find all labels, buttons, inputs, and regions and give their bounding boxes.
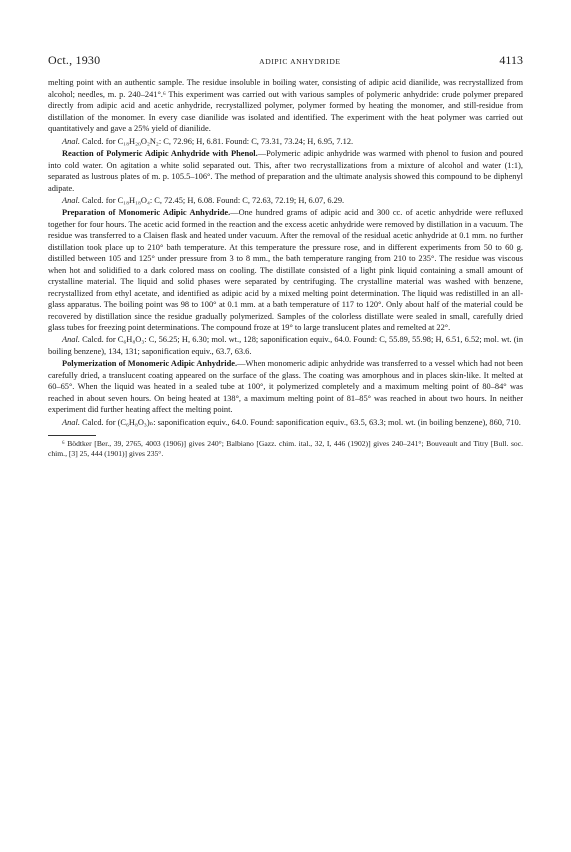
running-head (48, 55, 523, 67)
analysis-text: Calcd. for C₁₈H₁₈O₄: C, 72.45; H, 6.08. Found: C, 72.63, 72.19; H, 6.07, 6.29. (82, 195, 345, 205)
running-head-date: Oct., 1930 (48, 53, 101, 67)
section-heading-monomer-preparation: Preparation of Monomeric Adipic Anhydride. (62, 208, 231, 218)
paragraph-phenol-reaction (48, 148, 523, 194)
analysis-label: Anal. (62, 136, 80, 146)
analysis-label: Anal. (62, 195, 80, 205)
analysis-label: Anal. (62, 417, 80, 427)
article-body (48, 77, 523, 459)
analysis-label: Anal. (62, 335, 80, 345)
analysis-text: Calcd. for C₁₈H₂₀O₂N₂: C, 72.96; H, 6.81. Found: C, 73.31, 73.24; H, 6.95, 7.12. (82, 136, 354, 146)
running-head-title: ADIPIC ANHYDRIDE (259, 57, 341, 66)
paragraph-monomer-preparation (48, 207, 523, 333)
analysis-dianilide (48, 136, 523, 147)
paragraph-dianilide: melting point with an authentic sample. The residue insoluble in boiling water, consisting of adipic acid dianilide, was recrystallized from alcohol; needles, m. p. 240–241°.⁶ This experiment was carried out with various samples of polymeric anhydride: crude polymer prepared directly from adipic acid and acetic anhydride, recrystallized polymer, polymer formed by heating the monomer, and still-residue from distillation of the monomer. In every case dianilide was isolated and identified. The experiment with the heat polymer was carried out quantitatively and gave a 25% yield of dianilide. (48, 78, 523, 134)
analysis-text: Calcd. for (C₆H₈O₃)ₙ: saponification equiv., 64.0. Found: saponification equiv., 63.5, 63.3; mol. wt. (in boiling benzene), 860, 710. (82, 417, 521, 427)
paragraph-polymerization-text: —When monomeric adipic anhydride was transferred to a vessel which had not been carefully dried, a translucent coating appeared on the surface of the glass. The coating was amorphous and in places skin-like. It melted at 60–65°. When the liquid was heated in a sealed tube at 100°, it polymerized completely and a maximum melting point of 80–84° was reached in about seven hours. On being heated at 138°, a maximum melting point of 81–85° was reached in about two hours. In neither experiment did further heating affect the melting point. (48, 359, 523, 415)
paragraph-monomer-preparation-text: —One hundred grams of adipic acid and 300 cc. of acetic anhydride were refluxed together for four hours. The acetic acid formed in the reaction and the excess acetic anhydride were removed by distillation in a vacuum. The residue was transferred to a Claisen flask and heated under vacuum. After the removal of the residual acetic anhydride at 0.1 mm. no further distillation took place up to 210° bath temperature. At this temperature the pressure rose, and in different experiments from 50 to 60 g. distilled between 105 and 125° under pressure from 3 to 8 mm., the bath temperature ranging from 210 to 235°. The residue was viscous when hot and solidified to a dark colored mass on cooling. The distillate consisted of a light pink liquid containing a small amount of crystalline material. The liquid and solid phases were separated by centrifuging. The crystalline material was washed with benzene, recrystallized from ethyl acetate, and identified as adipic acid by a mixed melting point determination. The liquid was redistilled in an all-glass apparatus. The boiling point was 98 to 100° at 0.1 mm. at a bath temperature of 117 to 120°. Only about half of the material could be recovered by distillation since the residue gradually polymerized. Samples of the colorless distillate were sealed in small, carefully dried glass tubes for freezing point determinations. The compound froze at 19° to large translucent plates and remelted at 22°. (48, 208, 523, 332)
page-number: 4113 (499, 53, 523, 67)
analysis-text: Calcd. for C₆H₈O₃: C, 56.25; H, 6.30; mol. wt., 128; saponification equiv., 64.0. Found: C, 55.89, 55.98; H, 6.51, 6.52; mol. wt. (in boiling benzene), 134, 131; saponification equiv., 63.7, 63.6. (48, 335, 524, 356)
paragraph-phenol-text: —Polymeric adipic anhydride was warmed with phenol to fusion and poured into cold water. On agitation a white solid separated out. This, after two recrystallizations from a mixture of alcohol and water (1:1), separated as lustrous plates of m. p. 105.5–106°. The method of preparation and the ultimate analysis showed this compound to be diphenyl adipate. (48, 149, 523, 193)
analysis-polymer (48, 417, 523, 428)
analysis-monomer (48, 334, 523, 357)
analysis-diphenyl-adipate (48, 195, 523, 206)
footnote-divider (48, 435, 96, 436)
paragraph-polymerization (48, 358, 523, 415)
section-heading-phenol: Reaction of Polymeric Adipic Anhydride with Phenol. (62, 149, 258, 159)
section-heading-polymerization: Polymerization of Monomeric Adipic Anhydride. (62, 359, 238, 369)
footnote-6: ⁶ Bödtker [Ber., 39, 2765, 4003 (1906)] gives 240°; Balbiano [Gazz. chim. ital., 32, I, 446 (1902)] gives 240–241°; Bouveault and Titry [Bull. soc. chim., [3] 25, 444 (1901)] gives 235°. (48, 439, 523, 459)
